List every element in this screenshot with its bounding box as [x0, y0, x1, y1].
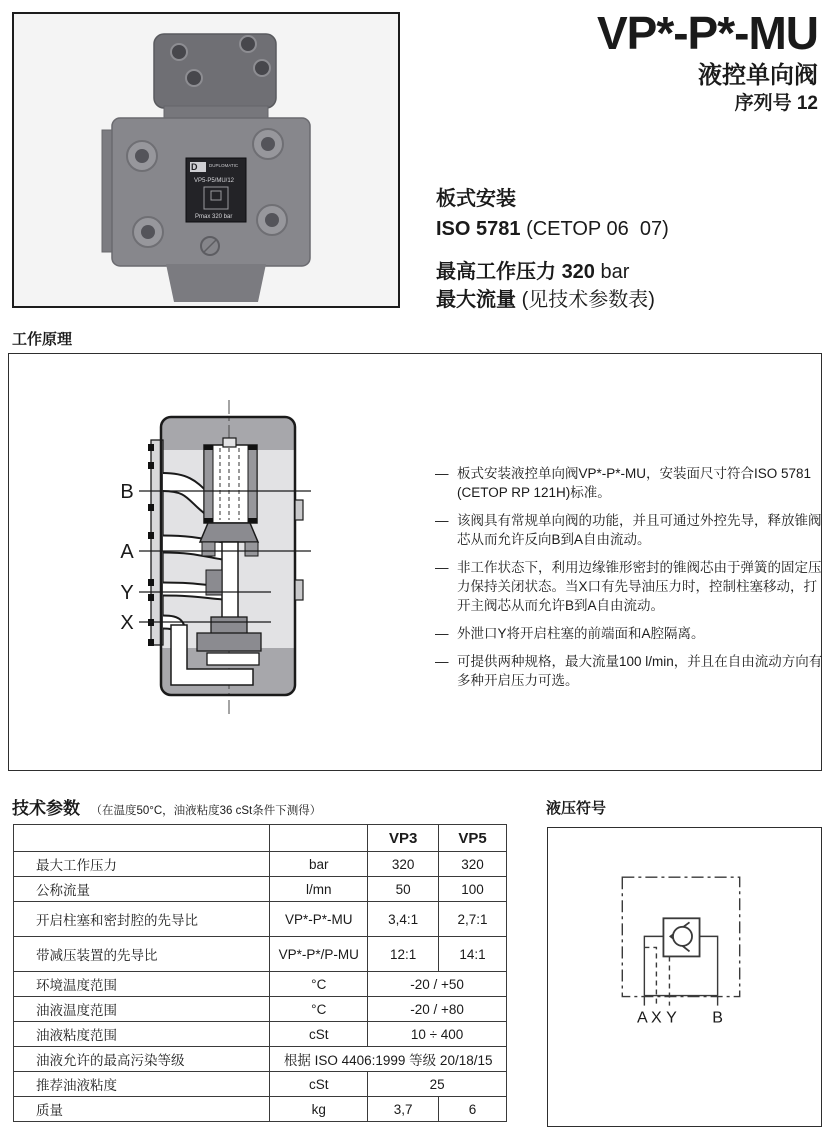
page-subtitle: 液控单向阀 [698, 62, 818, 89]
stem [222, 542, 238, 629]
valve-photo-illustration [14, 14, 398, 306]
hydraulic-symbol-box [547, 827, 822, 1127]
port-label-y: Y [120, 582, 134, 604]
principle-box [8, 353, 822, 771]
table-row: 带减压装置的先导比 VP*-P*/P-MU 12:1 14:1 [14, 937, 507, 972]
table-row: 质量 kg 3,7 6 [14, 1097, 507, 1122]
list-item: — 板式安装液控单向阀VP*-P*-MU，安装面尺寸符合ISO 5781 (CETOP RP 121H)标准。 [435, 466, 812, 500]
col-header-vp5: VP5 [439, 825, 507, 852]
list-item: — 该阀具有常规单向阀的功能，并且可通过外控先导，释放锥阀芯从而允许反向B到A自由流动。 [435, 513, 822, 547]
principle-bullets [435, 464, 827, 699]
port-label-x: X [120, 612, 134, 634]
standard-bold: ISO 5781 [436, 218, 521, 240]
table-row: 公称流量 l/mn 50 100 [14, 877, 507, 902]
series-number: 序列号 12 [734, 93, 818, 114]
mounting-text: 板式安装 [436, 188, 516, 210]
symbol-section-title: 液压符号 [546, 800, 607, 817]
standard-text [436, 214, 669, 244]
symbol-port-x: X [651, 1008, 662, 1027]
valve-cross-section-diagram [39, 394, 339, 724]
specs-section-title: 技术参数 [12, 799, 80, 818]
svg-text:D: D [191, 162, 198, 172]
page-title: VP*-P*-MU [596, 7, 818, 59]
specs-section-title-wrap [12, 794, 321, 819]
spring-cartridge [204, 438, 257, 523]
table-row: 推荐油液粘度 cSt 25 [14, 1072, 507, 1097]
list-item: — 非工作状态下，利用边缘锥形密封的锥阀芯由于弹簧的固定压力保持关闭状态。当X口有先导油压力时，控制柱塞移动，打开主阀芯从而允许B到A自由流动。 [435, 560, 822, 613]
symbol-port-y: Y [666, 1008, 677, 1027]
valve-ball-icon [673, 927, 692, 946]
specs-note: （在温度50°C，油液粘度36 cSt条件下测得） [90, 805, 322, 817]
nameplate-model: VP5-P5/MU/12 [194, 178, 235, 184]
table-row: 最大工作压力 bar 320 320 [14, 852, 507, 877]
table-row: 油液温度范围 °C -20 / +80 [14, 997, 507, 1022]
max-flow-text: 最大流量 (见技术参数表) [436, 289, 655, 311]
symbol-port-b: B [712, 1008, 723, 1027]
specs-table [13, 824, 507, 1122]
max-pressure-text: 最高工作压力 320 bar [436, 261, 630, 283]
table-row: 油液允许的最高污染等级 根据 ISO 4406:1999 等级 20/18/15 [14, 1047, 507, 1072]
nameplate-brand: DUPLOMATIC [209, 163, 239, 168]
pressure-value: 320 [561, 261, 595, 283]
list-item: — 外泄口Y将开启柱塞的前端面和A腔隔离。 [435, 626, 705, 641]
title-block [597, 8, 818, 115]
check-valve-symbol [548, 828, 821, 1126]
table-row: 开启柱塞和密封腔的先导比 VP*-P*-MU 3,4:1 2,7:1 [14, 902, 507, 937]
list-item: — 可提供两种规格，最大流量100 l/min，并且在自由流动方向有多种开启压力可选。 [435, 654, 823, 688]
nameplate-pressure: Pmax 320 bar [195, 214, 233, 220]
table-row: 环境温度范围 °C -20 / +50 [14, 972, 507, 997]
port-label-b: B [120, 481, 134, 503]
standard-rest: (CETOP 06 07) [520, 218, 669, 240]
poppet [200, 523, 258, 542]
table-row: 油液粘度范围 cSt 10 ÷ 400 [14, 1022, 507, 1047]
col-header-vp3: VP3 [368, 825, 439, 852]
valve-bottom-block [166, 264, 266, 302]
nameplate [186, 158, 246, 222]
product-photo [12, 12, 400, 308]
summary-block [436, 184, 669, 314]
table-header-row [14, 825, 507, 852]
principle-section-title: 工作原理 [12, 331, 73, 348]
port-label-a: A [120, 541, 134, 563]
symbol-port-a: A [636, 1008, 648, 1027]
